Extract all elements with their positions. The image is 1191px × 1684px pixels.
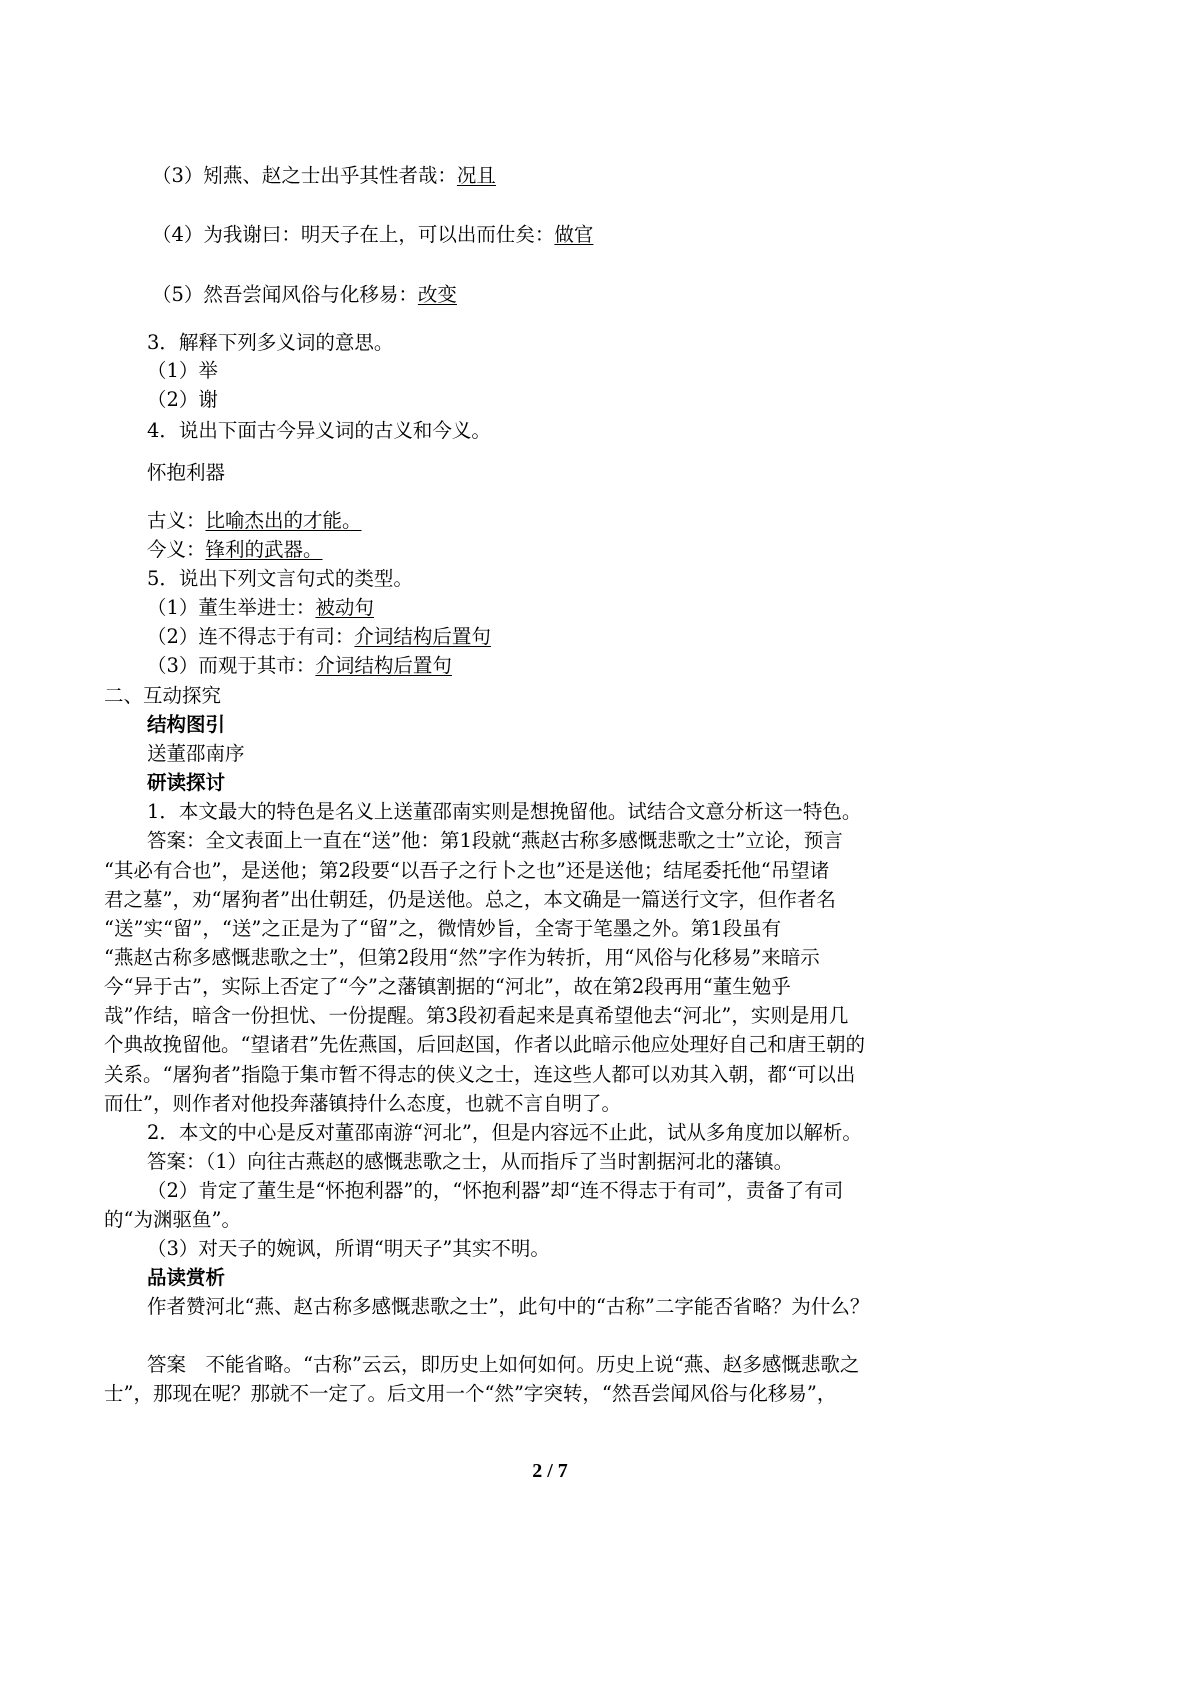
question-5-item-2-text: （2）连不得志于有司： <box>147 625 355 648</box>
structure-title: 送董邵南序 <box>147 742 245 765</box>
study-line: “其必有合也”，是送他；第2段要“以吾子之行卜之也”还是送他；结尾委托他“吊望诸 <box>104 859 830 882</box>
heading-structure: 结构图引 <box>147 713 226 736</box>
study-line: “送”实“留”，“送”之正是为了“留”之，微情妙旨，全寄于笔墨之外。第1段虽有 <box>104 917 782 940</box>
vocab-q5-answer: 改变 <box>417 283 457 306</box>
ancient-meaning-label: 古义： <box>147 509 206 532</box>
study-line: 而仕”，则作者对他投奔藩镇持什么态度，也就不言自明了。 <box>104 1092 621 1115</box>
question-3-title: 3．解释下列多义词的意思。 <box>147 331 394 354</box>
vocab-item-4 <box>152 222 593 248</box>
study-line: 哉”作结，暗含一份担忧、一份提醒。第3段初看起来是真希望他去“河北”，实则是用几 <box>104 1004 849 1027</box>
question-5-item-1-answer: 被动句 <box>315 596 374 619</box>
study-line: “燕赵古称多感慨悲歌之士”，但第2段用“然”字作为转折，用“风俗与化移易”来暗示 <box>104 946 820 969</box>
vocab-q3-answer: 况且 <box>456 164 496 187</box>
study-line: 答案：全文表面上一直在“送”他：第1段就“燕赵古称多感慨悲歌之士”立论，预言 <box>147 829 843 852</box>
modern-meaning <box>147 537 323 563</box>
heading-study: 研读探讨 <box>147 771 226 794</box>
study-line: 1．本文最大的特色是名义上送董邵南实则是想挽留他。试结合文意分析这一特色。 <box>147 800 862 823</box>
question-5-item-1 <box>147 595 374 621</box>
ancient-meaning <box>147 508 362 534</box>
question-5-item-2 <box>147 624 491 650</box>
study-line: （3）对天子的婉讽，所谓“明天子”其实不明。 <box>147 1237 550 1260</box>
vocab-q4-text: （4）为我谢曰：明天子在上，可以出而仕矣： <box>152 223 555 246</box>
appreciate-answer-line: 答案 不能省略。“古称”云云，即历史上如何如何。历史上说“燕、赵多感慨悲歌之 <box>147 1353 860 1376</box>
appreciate-answer-line: 士”，那现在呢？那就不一定了。后文用一个“然”字突转，“然吾尝闻风俗与化移易”， <box>104 1382 837 1405</box>
study-line: 的“为渊驱鱼”。 <box>104 1208 241 1231</box>
study-line: 个典故挽留他。“望诸君”先佐燕国，后回赵国，作者以此暗示他应处理好自己和唐王朝的 <box>104 1033 865 1056</box>
study-line: 2．本文的中心是反对董邵南游“河北”，但是内容远不止此，试从多角度加以解析。 <box>147 1121 862 1144</box>
study-line: 答案：（1）向往古燕赵的感慨悲歌之士，从而指斥了当时割据河北的藩镇。 <box>147 1150 794 1173</box>
question-5-item-1-text: （1）董生举进士： <box>147 596 316 619</box>
question-5-item-3 <box>147 653 452 679</box>
question-4-title: 4．说出下面古今异义词的古义和今义。 <box>147 419 491 442</box>
vocab-item-3 <box>152 163 496 189</box>
section-heading: 二、互动探究 <box>104 684 222 707</box>
question-5-item-3-answer: 介词结构后置句 <box>315 654 452 677</box>
page-number: 2 / 7 <box>532 1460 568 1482</box>
question-3-item-1: （1）举 <box>147 359 218 382</box>
ancient-meaning-value: 比喻杰出的才能。 <box>205 509 362 532</box>
question-5-title: 5．说出下列文言句式的类型。 <box>147 567 413 590</box>
study-line: （2）肯定了董生是“怀抱利器”的，“怀抱利器”却“连不得志于有司”，责备了有司 <box>147 1179 844 1202</box>
question-3-item-2: （2）谢 <box>147 388 218 411</box>
question-5-item-3-text: （3）而观于其市： <box>147 654 316 677</box>
modern-meaning-value: 锋利的武器。 <box>205 538 323 561</box>
vocab-q3-text: （3）矧燕、赵之士出乎其性者哉： <box>152 164 457 187</box>
vocab-item-5 <box>152 282 457 308</box>
heading-appreciate: 品读赏析 <box>147 1266 226 1289</box>
study-line: 关系。“屠狗者”指隐于集市暂不得志的侠义之士，连这些人都可以劝其入朝，都“可以出 <box>104 1063 856 1086</box>
question-5-item-2-answer: 介词结构后置句 <box>354 625 491 648</box>
vocab-q5-text: （5）然吾尝闻风俗与化移易： <box>152 283 418 306</box>
question-4-word: 怀抱利器 <box>147 461 226 484</box>
modern-meaning-label: 今义： <box>147 538 206 561</box>
appreciate-question: 作者赞河北“燕、赵古称多感慨悲歌之士”，此句中的“古称”二字能否省略？为什么？ <box>147 1295 870 1318</box>
study-line: 今“异于古”，实际上否定了“今”之藩镇割据的“河北”，故在第2段再用“董生勉乎 <box>104 975 791 998</box>
study-line: 君之墓”，劝“屠狗者”出仕朝廷，仍是送他。总之，本文确是一篇送行文字，但作者名 <box>104 888 836 911</box>
vocab-q4-answer: 做官 <box>554 223 594 246</box>
